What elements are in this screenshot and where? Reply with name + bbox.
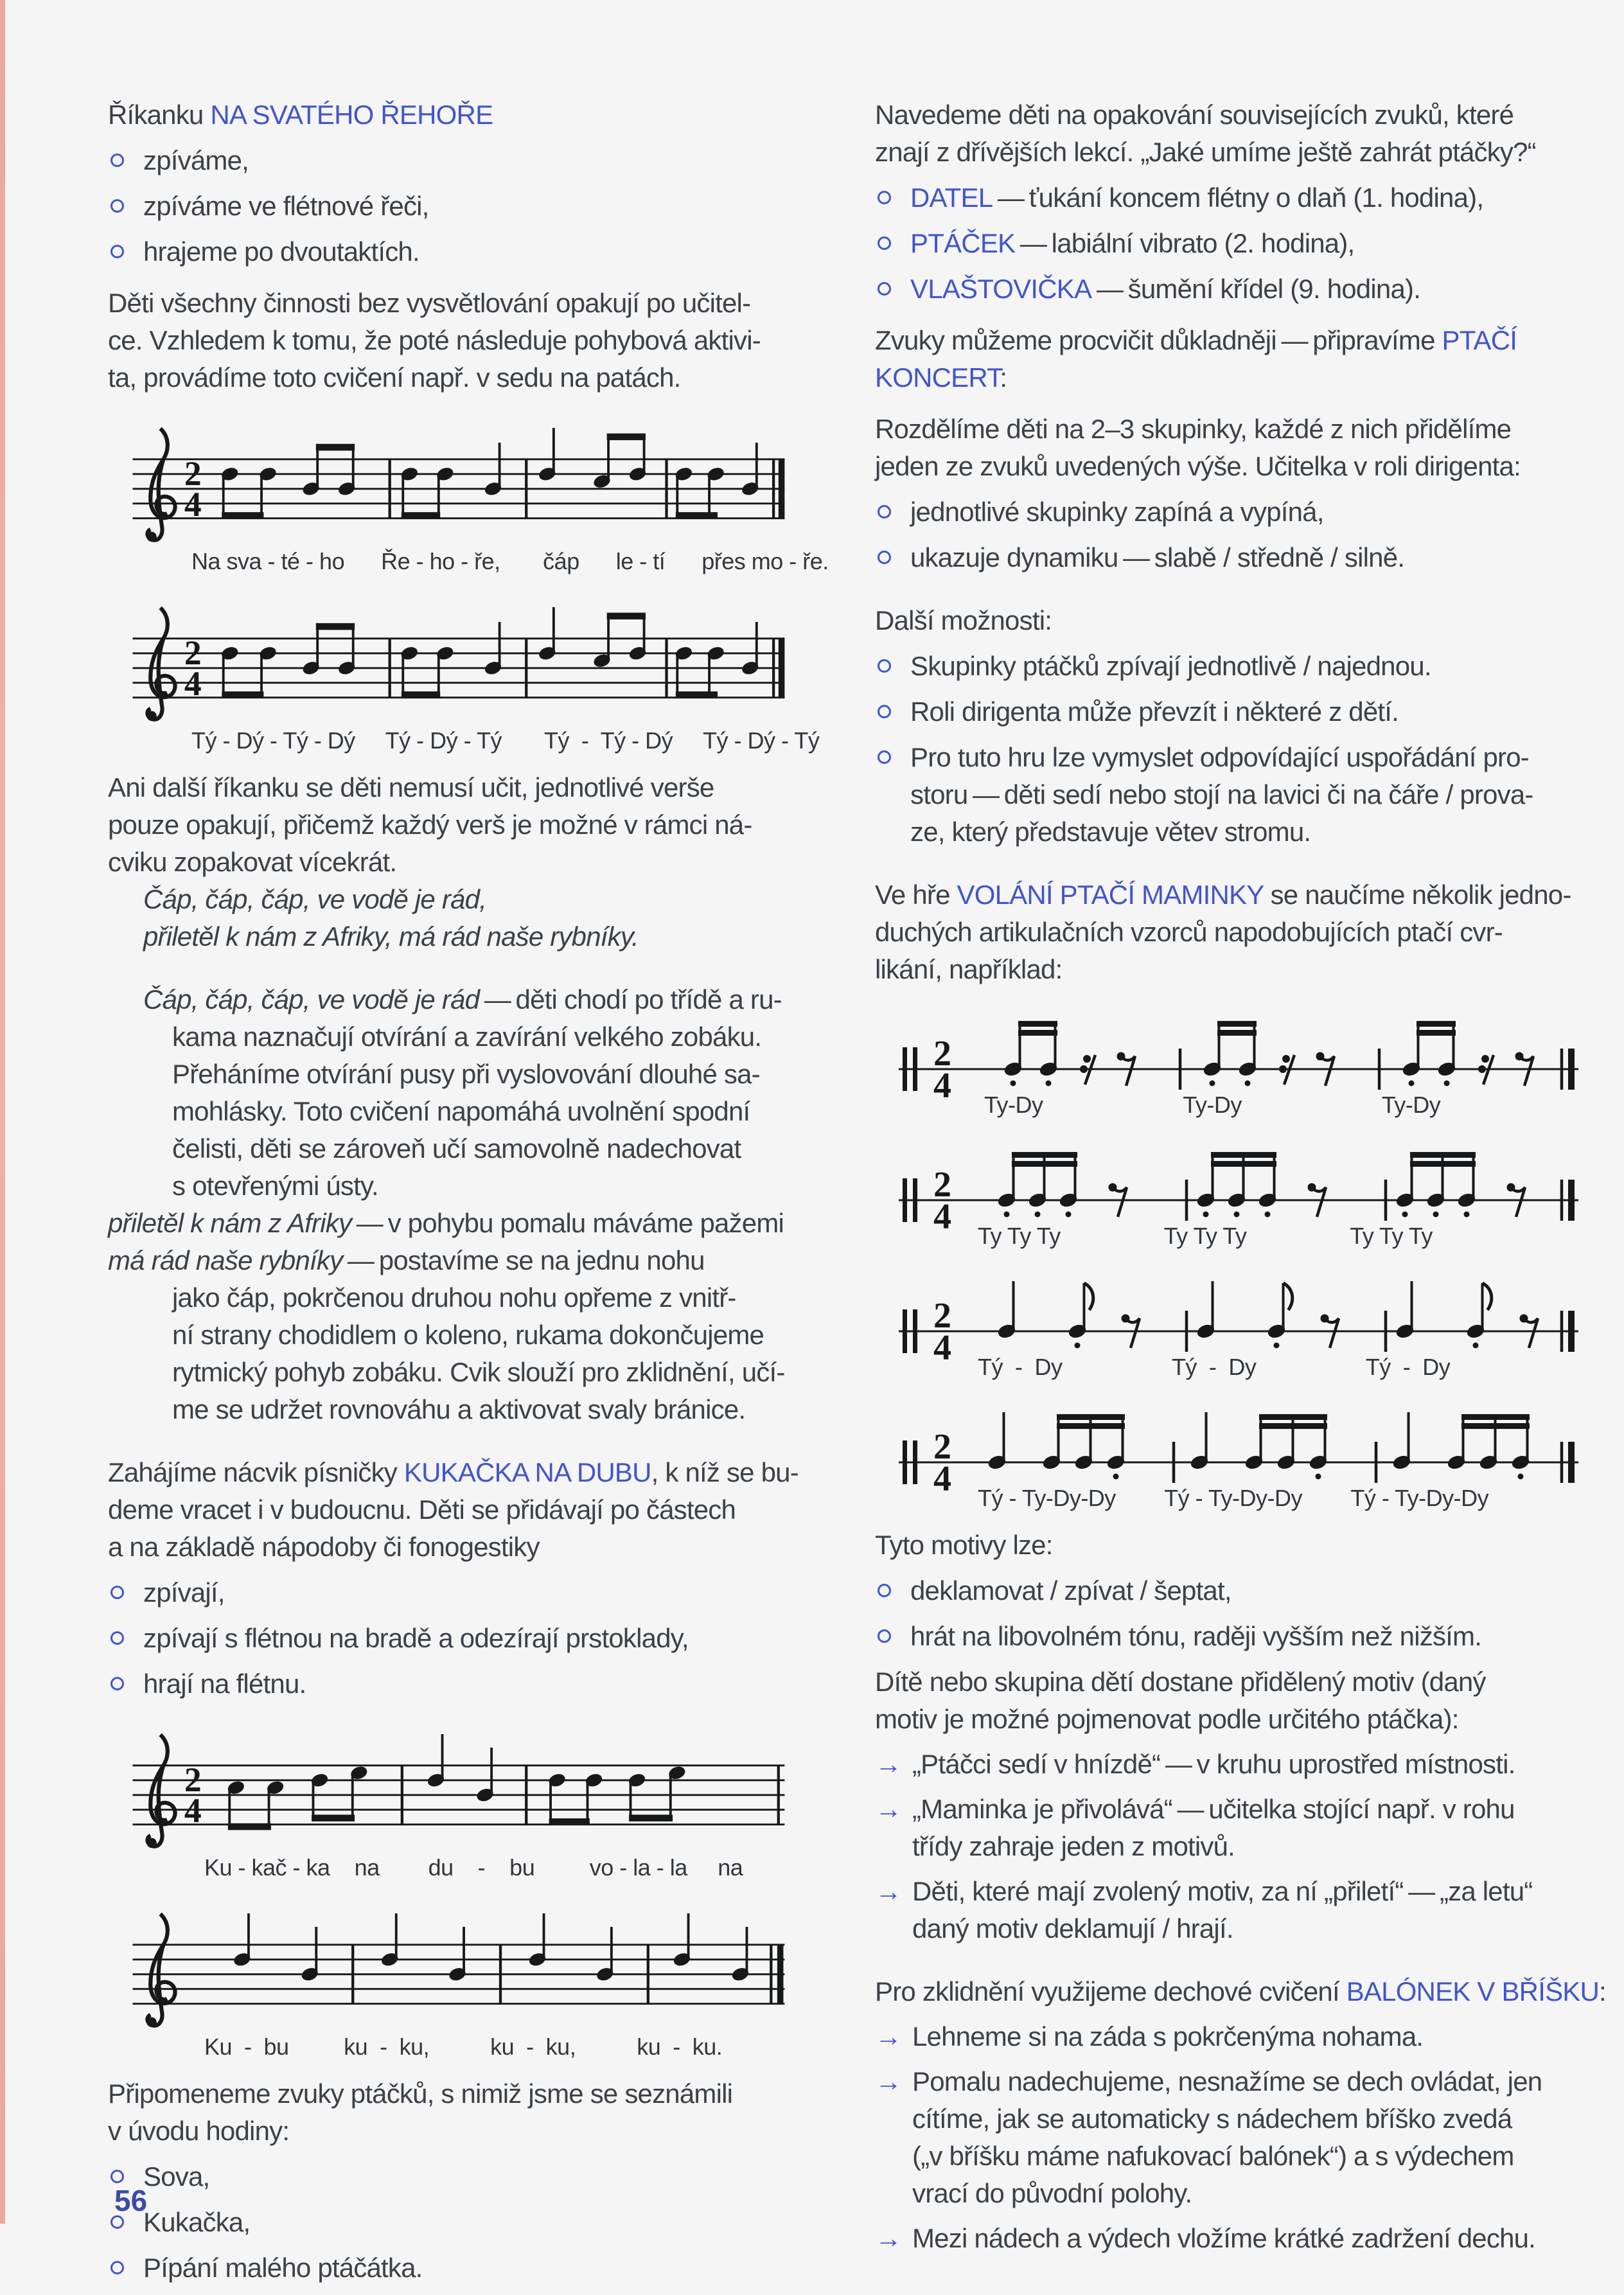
list-item: deklamovat / zpívat / šeptat, — [875, 1572, 1601, 1609]
highlighted-term: KONCERT — [875, 362, 1000, 393]
section-heading: Tyto motivy lze: — [875, 1530, 1053, 1560]
svg-text:2: 2 — [184, 634, 202, 673]
lyrics-line: Ty-Dy Ty-Dy Ty-Dy — [984, 1092, 1441, 1118]
svg-text:4: 4 — [184, 1791, 202, 1830]
music-staff — [108, 413, 807, 558]
music-staff — [108, 1899, 807, 2043]
paragraph: Ve hře VOLÁNÍ PTAČÍ MAMINKY se naučíme několik jedno- duchých artikulačních vzorců napodobujících ptačí cvr- likání, například: — [875, 880, 1571, 984]
svg-text:4: 4 — [933, 1328, 951, 1363]
highlighted-term: VLAŠTOVIČKA — [910, 274, 1092, 304]
paragraph: Dítě nebo skupina dětí dostane přidělený motiv (daný motiv je možné pojmenovat podle určitého ptáčka): — [875, 1667, 1486, 1734]
list-item: Roli dirigenta může převzít i některé z dětí. — [875, 693, 1601, 731]
arrow-icon: → — [875, 1876, 902, 1906]
bullet-icon — [110, 2261, 124, 2274]
bullet-icon — [878, 505, 891, 518]
bullet-list — [108, 1574, 807, 1703]
music-staff — [108, 592, 807, 737]
bullet-icon — [110, 2170, 124, 2183]
arrow-icon: → — [875, 2066, 902, 2096]
svg-text:4: 4 — [184, 484, 202, 524]
highlighted-term: KUKAČKA NA DUBU — [403, 1457, 651, 1487]
lyrics-line: Ku - bu ku - ku, ku - ku, ku - ku. — [204, 2034, 723, 2060]
measure-notes — [987, 1412, 1575, 1483]
left-column — [108, 96, 829, 2295]
list-item: zpíváme, — [108, 142, 807, 179]
highlighted-term: NA SVATÉHO ŘEHOŘE — [210, 100, 493, 130]
lyrics-line: Ty Ty Ty Ty Ty Ty Ty Ty Ty — [978, 1223, 1433, 1249]
list-item: → „Maminka je přivolává“ — učitelka stojící např. v rohu třídy zahraje jeden z motivů. — [875, 1791, 1601, 1865]
list-item: Pro tuto hru lze vymyslet odpovídající uspořádání pro- storu — děti sedí nebo stojí na lavici či na čáře / prova- ze, který představuje větev stromu. — [875, 739, 1601, 851]
rhythm-staff — [875, 1267, 1601, 1363]
list-item: VLAŠTOVIČKA — šumění křídel (9. hodina). — [875, 270, 1601, 308]
svg-text:4: 4 — [933, 1066, 951, 1101]
measure-notes — [996, 1281, 1575, 1352]
list-item: jednotlivé skupinky zapíná a vypíná, — [875, 493, 1601, 531]
section-heading: Další možnosti: — [875, 605, 1052, 635]
svg-text:2: 2 — [184, 1760, 202, 1800]
measure-notes — [1003, 1021, 1575, 1090]
rhythm-line-ty-dy-long — [875, 1267, 1601, 1381]
rhythm-staff — [875, 1136, 1601, 1232]
bullet-list — [875, 648, 1601, 851]
paragraph: Děti všechny činnosti bez vysvětlování opakují po učitel- ce. Vzhledem k tomu, že poté následuje pohybová aktivi- ta, provádíme toto cvičení např. v sedu na patách. — [108, 288, 761, 393]
list-item: zpívají s flétnou na bradě a odezírají prstoklady, — [108, 1620, 807, 1657]
bullet-list — [875, 493, 1601, 576]
bullet-icon — [878, 705, 891, 718]
bullet-icon — [878, 236, 891, 250]
rhythm-line-ty-ty-ty — [875, 1136, 1601, 1250]
bullet-icon — [878, 659, 891, 673]
svg-text:2: 2 — [933, 1034, 951, 1074]
rhythm-line-ty-dy — [875, 1005, 1601, 1119]
bullet-icon — [878, 191, 891, 204]
svg-text:2: 2 — [933, 1165, 951, 1205]
list-item: → Děti, které mají zvolený motiv, za ní „přiletí“ — „za letu“ daný motiv deklamují / hrají. — [875, 1873, 1601, 1947]
paragraph: Rozdělíme děti na 2–3 skupinky, každé z nich přidělíme jeden ze zvuků uvedených výše. Učitelka v roli dirigenta: — [875, 414, 1521, 481]
list-item: Kukačka, — [108, 2204, 807, 2241]
list-item: → Mezi nádech a výdech vložíme krátké zadržení dechu. — [875, 2220, 1601, 2257]
measure-notes — [996, 1152, 1575, 1221]
paragraph: Zvuky můžeme procvičit důkladněji — připravíme PTAČÍ KONCERT: — [875, 325, 1517, 393]
list-item: DATEL — ťukání koncem flétny o dlaň (1. hodina), — [875, 179, 1601, 217]
highlighted-term: BALÓNEK V BŘÍŠKU — [1346, 1976, 1600, 2007]
list-item: hrajeme po dvoutaktích. — [108, 233, 807, 270]
list-item: zpíváme ve flétnové řeči, — [108, 188, 807, 225]
rhythm-staff — [875, 1398, 1601, 1494]
paragraph: Čáp, čáp, čáp, ve vodě je rád — děti chodí po třídě a ru- kama naznačují otvírání a zavírání velkého zobáku. Přeháníme otvírání pusy při vyslovování dlouhé sa- mohlásky. Toto cvičení napomáhá uvolnění spodní čelisti, děti se zároveň učí samovolně nadechovat s otevřenými ústy. — [143, 984, 782, 1201]
list-item: hrají na flétnu. — [108, 1665, 807, 1703]
list-item: Skupinky ptáčků zpívají jednotlivě / najednou. — [875, 648, 1601, 685]
paragraph: Připomeneme zvuky ptáčků, s nimiž jsme se seznámili v úvodu hodiny: — [108, 2078, 733, 2146]
page-number: 56 — [114, 2184, 148, 2217]
arrow-list — [875, 2018, 1601, 2257]
bullet-icon — [878, 1629, 891, 1643]
list-item: ukazuje dynamiku — slabě / středně / silně. — [875, 539, 1601, 576]
page-title: Říkanku NA SVATÉHO ŘEHOŘE — [108, 100, 493, 130]
svg-text:2: 2 — [933, 1427, 951, 1467]
bullet-icon — [878, 1584, 891, 1597]
lyrics-line: Na sva - té - ho Ře - ho - ře, čáp le - tí přes mo - ře. — [191, 548, 829, 574]
sheet-music-tydy — [108, 592, 820, 755]
bullet-icon — [110, 245, 124, 258]
arrow-list — [875, 1746, 1601, 1947]
bullet-icon — [878, 282, 891, 296]
scan-edge-artifact — [0, 0, 5, 2224]
bullet-list — [108, 2158, 807, 2287]
highlighted-term: VOLÁNÍ PTAČÍ MAMINKY — [957, 880, 1264, 910]
list-item: Pípání malého ptáčátka. — [108, 2249, 807, 2287]
list-item: hrát na libovolném tónu, raději vyšším než nižším. — [875, 1618, 1601, 1655]
list-item: → „Ptáčci sedí v hnízdě“ — v kruhu uprostřed místnosti. — [875, 1746, 1601, 1783]
bullet-icon — [110, 154, 124, 167]
right-column — [875, 96, 1606, 2265]
list-item: → Pomalu nadechujeme, nesnažíme se dech ovládat, jen cítíme, jak se automaticky s nádechem bříško zvedá („v bříšku máme nafukovací balónek“) a s výdechem vrací do původní polohy. — [875, 2063, 1601, 2212]
lyrics-line: Tý - Ty-Dy-Dy Tý - Ty-Dy-Dy Tý - Ty-Dy-Dy — [978, 1485, 1489, 1511]
sheet-music-rehore — [108, 413, 829, 576]
paragraph: přiletěl k nám z Afriky — v pohybu pomalu máváme pažemi — [108, 1208, 784, 1238]
paragraph: Ani další říkanku se děti nemusí učit, jednotlivé verše pouze opakují, přičemž každý verš je možné v rámci ná- cviku zopakovat vícekrát. — [108, 772, 752, 877]
bullet-icon — [878, 750, 891, 764]
arrow-icon: → — [875, 2021, 902, 2051]
bullet-list — [875, 179, 1601, 308]
bullet-list — [108, 142, 807, 270]
highlighted-term: PTÁČEK — [910, 228, 1016, 258]
paragraph: Navedeme děti na opakování souvisejících zvuků, které znají z dřívějších lekcí. „Jaké umíme ještě zahrát ptáčky?“ — [875, 100, 1536, 167]
paragraph: Pro zklidnění využijeme dechové cvičení BALÓNEK V BŘÍŠKU: — [875, 1976, 1606, 2007]
sheet-music-kukacka-2 — [108, 1899, 807, 2061]
list-item: PTÁČEK — labiální vibrato (2. hodina), — [875, 225, 1601, 262]
lyrics-line: Ku - kač - ka na du - bu vo - la - la na — [204, 1854, 743, 1881]
svg-text:4: 4 — [933, 1459, 951, 1494]
bullet-icon — [110, 1586, 124, 1599]
svg-text:2: 2 — [933, 1296, 951, 1336]
bullet-list — [875, 1572, 1601, 1655]
bullet-icon — [878, 551, 891, 564]
svg-text:4: 4 — [933, 1197, 951, 1232]
paragraph: má rád naše rybníky — postavíme se na jednu nohu jako čáp, pokrčenou druhou nohu opřeme z vnitř- ní strany chodidlem o koleno, rukama dokončujeme rytmický pohyb zobáku. Cvik slouží pro zklidnění, učí- me se udržet rovnováhu a aktivovat svaly bránice. — [108, 1245, 785, 1424]
bullet-icon — [110, 1631, 124, 1645]
highlighted-term: DATEL — [910, 182, 993, 213]
paragraph: Zahájíme nácvik písničky KUKAČKA NA DUBU, k níž se bu- deme vracet i v budoucnu. Děti se přidávají po částech a na základě nápodoby či fonogestiky — [108, 1457, 799, 1562]
svg-text:2: 2 — [184, 454, 202, 493]
rhythm-line-ty-ty-dy-dy — [875, 1398, 1601, 1512]
list-item: zpívají, — [108, 1574, 807, 1611]
measure-notes — [226, 1734, 779, 1830]
list-item: → Lehneme si na záda s pokrčenýma nohama. — [875, 2018, 1601, 2055]
bullet-icon — [110, 199, 124, 213]
bullet-icon — [110, 1677, 124, 1690]
arrow-icon: → — [875, 1794, 902, 1824]
verse: Čáp, čáp, čáp, ve vodě je rád, přiletěl k nám z Afriky, má rád naše rybníky. — [143, 884, 639, 952]
list-item: Sova, — [108, 2158, 807, 2195]
highlighted-term: PTAČÍ — [1442, 325, 1517, 355]
arrow-icon: → — [875, 2223, 902, 2253]
lyrics-line: Tý - Dý - Tý - Dý Tý - Dý - Tý Tý - Tý - Dý Tý - Dý - Tý — [191, 727, 820, 754]
arrow-icon: → — [875, 1749, 902, 1779]
sheet-music-kukacka-1 — [108, 1719, 807, 1882]
rhythm-staff — [875, 1005, 1601, 1101]
music-staff — [108, 1719, 807, 1864]
svg-text:4: 4 — [184, 664, 202, 703]
lyrics-line: Tý - Dy Tý - Dy Tý - Dy — [978, 1354, 1451, 1380]
